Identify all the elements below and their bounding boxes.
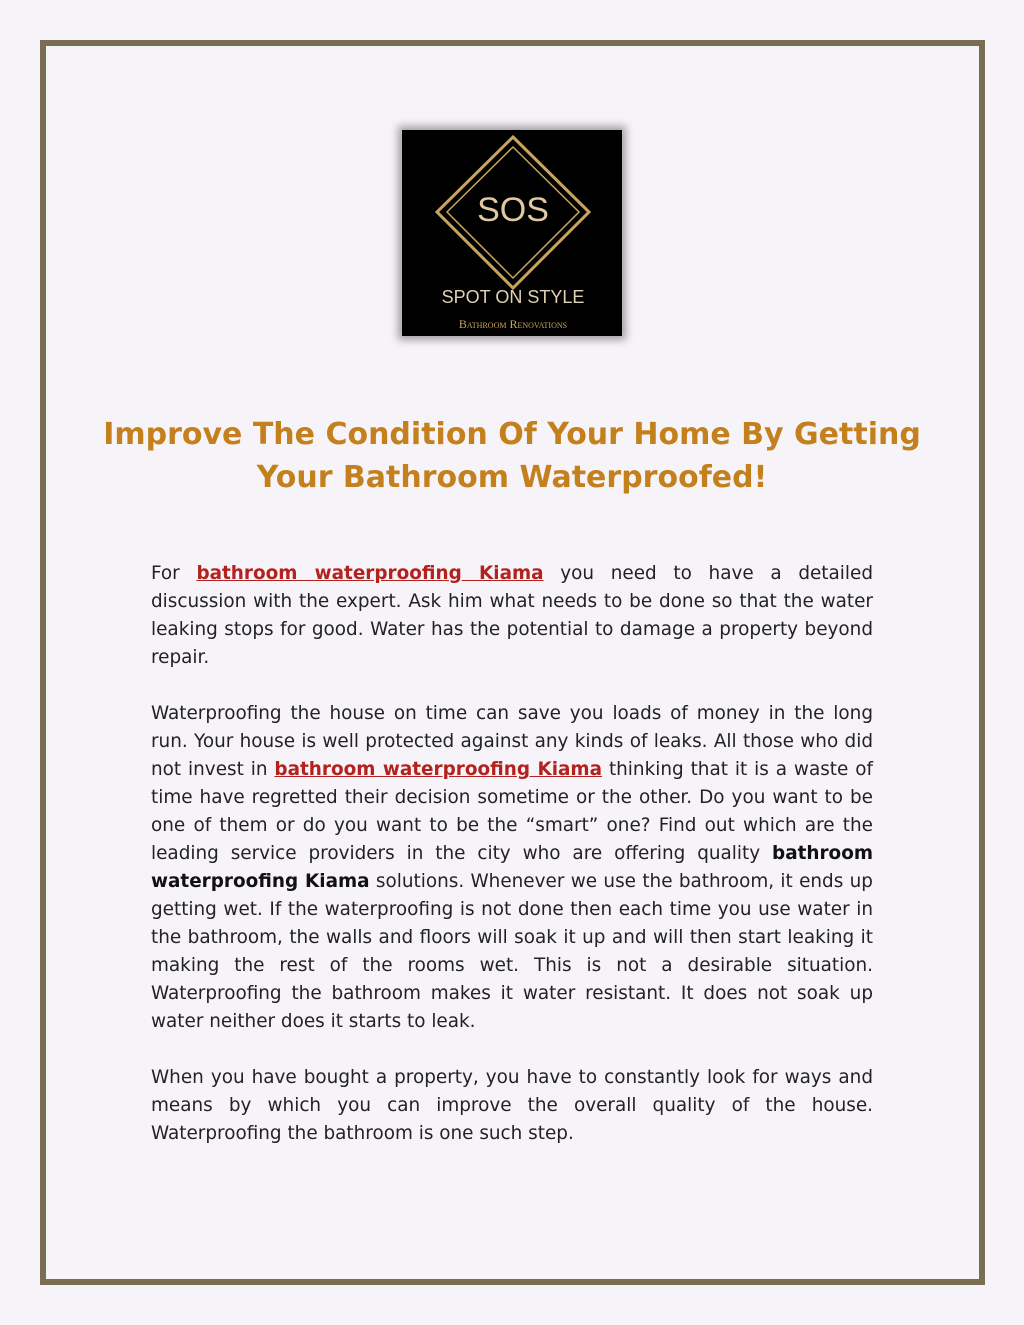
logo-monogram: SOS (477, 191, 549, 229)
page-title: Improve The Condition Of Your Home By Getting Your Bathroom Waterproofed! (103, 417, 921, 495)
bold-keyword: bathroom waterproofing Kiama (151, 843, 873, 892)
paragraph-3: When you have bought a property, you have to constantly look for ways and means by which you can improve the overall quality of the house. Waterproofing the bathroom is one such step. (151, 1067, 873, 1144)
paragraph-1 (151, 560, 873, 672)
paragraph-2 (151, 700, 873, 1036)
paragraph-1-intro: For (151, 563, 197, 584)
logo-graphic (402, 130, 622, 336)
company-logo (402, 130, 622, 336)
waterproofing-link-1[interactable]: bathroom waterproofing Kiama (196, 563, 544, 584)
article-body (151, 560, 873, 1176)
logo-tagline: Bathroom Renovations (458, 317, 568, 331)
waterproofing-link-2[interactable]: bathroom waterproofing Kiama (274, 759, 603, 780)
paragraph-2-intro: Waterproofing the house on time can save you loads of money in the long run. Your house is well protected against any kinds of leaks. All those who did not invest in (151, 703, 873, 780)
paragraph-2-middle: thinking that it is a waste of time have regretted their decision sometime or the other. Do you want to be one of them or do you want to be the “smart” one? Find out which are the leading service providers in the city who are offering quality (151, 759, 873, 864)
logo-brand-name: SPOT ON STYLE (441, 287, 585, 307)
paragraph-2-text: solutions. Whenever we use the bathroom, it ends up getting wet. If the waterproofing is not done then each time you use water in the bathroom, the walls and floors will soak it up and will then start leaking it making the rest of the rooms wet. This is not a desirable situation. Waterproofing the bathroom makes it water resistant. It does not soak up water neither does it starts to leak. (151, 871, 873, 1032)
paragraph-1-text: you need to have a detailed discussion with the expert. Ask him what needs to be done so that the water leaking stops for good. Water has the potential to damage a property beyond repair. (151, 563, 873, 668)
